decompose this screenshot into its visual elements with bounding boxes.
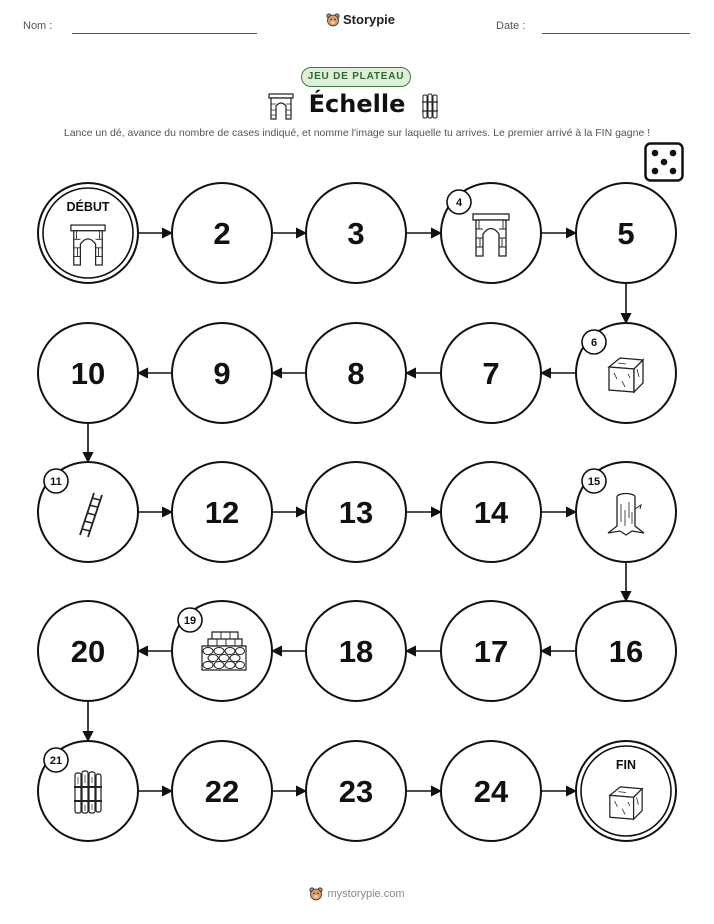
board-space-12 <box>172 462 272 562</box>
space-number: 23 <box>338 774 374 809</box>
board-space-7 <box>441 323 541 423</box>
board-space-6 <box>576 323 676 423</box>
board-space-24 <box>441 741 541 841</box>
space-number: 2 <box>213 216 231 251</box>
board-space-20 <box>38 601 138 701</box>
stone-block-icon <box>609 358 643 392</box>
category-badge: JEU DE PLATEAU <box>301 67 411 87</box>
board-space-3 <box>306 183 406 283</box>
brand-name: Storypie <box>343 12 396 27</box>
board-space-5 <box>576 183 676 283</box>
footer <box>0 887 714 901</box>
space-number: 3 <box>347 216 365 251</box>
board-space-4 <box>441 183 541 283</box>
space-number: 22 <box>204 774 240 809</box>
instructions: Lance un dé, avance du nombre de cases indiqué, et nomme l'image sur laquelle tu arrives. Le premier arrivé à la FIN gagne ! <box>63 127 651 139</box>
board-space-22 <box>172 741 272 841</box>
space-number: 10 <box>70 356 106 391</box>
board-space-19 <box>172 601 272 701</box>
board-space-8 <box>306 323 406 423</box>
board-space-14 <box>441 462 541 562</box>
board-space-16 <box>576 601 676 701</box>
board-space-18 <box>306 601 406 701</box>
board-space-11 <box>38 462 138 562</box>
start-space <box>38 183 138 283</box>
board-space-23 <box>306 741 406 841</box>
board-cells <box>38 183 676 841</box>
board-space-9 <box>172 323 272 423</box>
bear-icon <box>309 887 323 901</box>
page-title: Échelle <box>308 90 406 118</box>
space-label: FIN <box>615 758 637 772</box>
space-number: 7 <box>482 356 500 391</box>
space-number-badge: 21 <box>49 755 63 767</box>
space-number-badge: 19 <box>183 615 197 627</box>
footer-site: mystorypie.com <box>327 888 405 900</box>
space-number: 14 <box>473 495 509 530</box>
space-number: 12 <box>204 495 240 530</box>
space-number-badge: 15 <box>587 476 601 488</box>
name-label: Nom : <box>23 20 53 32</box>
finish-space <box>576 741 676 841</box>
board-space-10 <box>38 323 138 423</box>
space-number-badge: 6 <box>590 337 598 349</box>
space-number: 17 <box>473 634 509 669</box>
space-number: 16 <box>608 634 644 669</box>
board-space-15 <box>576 462 676 562</box>
space-number: 8 <box>347 356 365 391</box>
board-space-13 <box>306 462 406 562</box>
space-number-badge: 11 <box>50 476 62 488</box>
space-label: DÉBUT <box>66 200 110 214</box>
wood-bundle-icon <box>74 771 102 813</box>
space-number-badge: 4 <box>455 197 463 209</box>
space-number: 9 <box>213 356 231 391</box>
space-number: 20 <box>70 634 106 669</box>
board-space-21 <box>38 741 138 841</box>
space-number: 5 <box>617 216 635 251</box>
board-space-17 <box>441 601 541 701</box>
date-label: Date : <box>496 20 526 32</box>
space-number: 13 <box>338 495 374 530</box>
space-number: 24 <box>473 774 509 809</box>
space-number: 18 <box>338 634 374 669</box>
stone-block-icon <box>610 787 642 819</box>
board-space-2 <box>172 183 272 283</box>
